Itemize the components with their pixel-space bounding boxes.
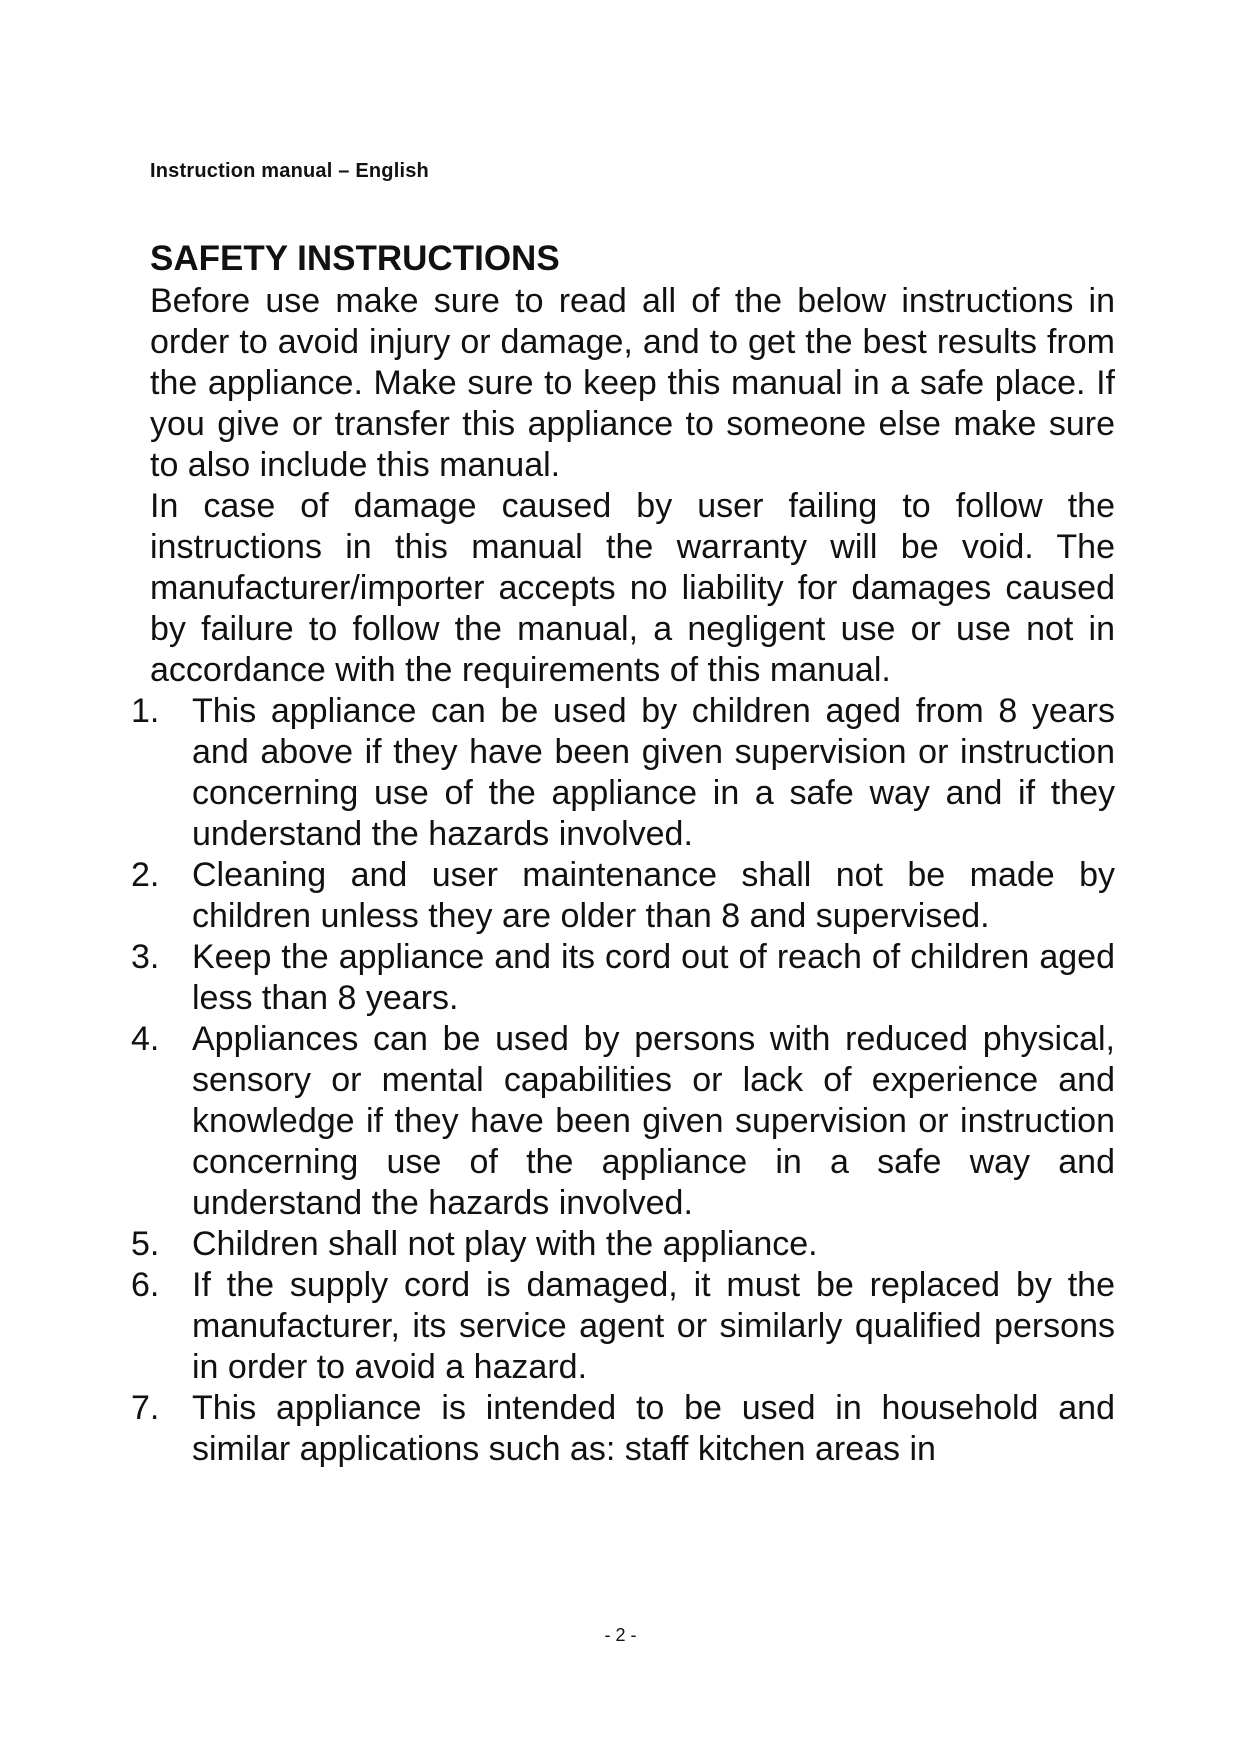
safety-section [131,238,1115,1470]
list-item-number: 5. [131,1225,160,1263]
list-item [131,1019,1115,1224]
list-item [131,1388,1115,1470]
document-header: Instruction manual – English [150,160,429,182]
list-item-text: This appliance is intended to be used in household and similar applications such as: staff kitchen areas in [192,1389,1115,1468]
safety-list [131,691,1115,1470]
list-item [131,691,1115,855]
list-item [131,1265,1115,1388]
intro-paragraph: Before use make sure to read all of the below instructions in order to avoid injury or damage, and to get the best results from the appliance. Make sure to keep this manual in a safe place. If you give or transfer this appliance to someone else make sure to also include this manual. [150,282,1115,484]
list-item-text: This appliance can be used by children aged from 8 years and above if they have been given supervision or instruction concerning use of the appliance in a safe way and if they understand the hazards involved. [192,692,1115,853]
list-item-text: Children shall not play with the appliance. [192,1225,818,1263]
list-item-number: 3. [131,938,160,976]
liability-paragraph: In case of damage caused by user failing to follow the instructions in this manual the warranty will be void. The manufacturer/importer accepts no liability for damages caused by failure to follow the manual, a negligent use or use not in accordance with the requirements of this manual. [150,487,1115,689]
section-title: SAFETY INSTRUCTIONS [150,239,560,278]
list-item-number: 1. [131,692,160,730]
list-item [131,855,1115,937]
list-item-number: 4. [131,1020,160,1058]
list-item [131,1224,1115,1265]
list-item-text: Appliances can be used by persons with reduced physical, sensory or mental capabilities or lack of experience and knowledge if they have been given supervision or instruction concerning use of the appliance in a safe way and understand the hazards involved. [192,1020,1115,1222]
list-item [131,937,1115,1019]
list-item-text: Keep the appliance and its cord out of reach of children aged less than 8 years. [192,938,1115,1017]
page-number: - 2 - [604,1625,637,1645]
list-item-text: Cleaning and user maintenance shall not be made by children unless they are older than 8 and supervised. [192,856,1115,935]
list-item-number: 7. [131,1389,160,1427]
list-item-number: 2. [131,856,160,894]
list-item-number: 6. [131,1266,160,1304]
list-item-text: If the supply cord is damaged, it must be replaced by the manufacturer, its service agent or similarly qualified persons in order to avoid a hazard. [192,1266,1115,1386]
